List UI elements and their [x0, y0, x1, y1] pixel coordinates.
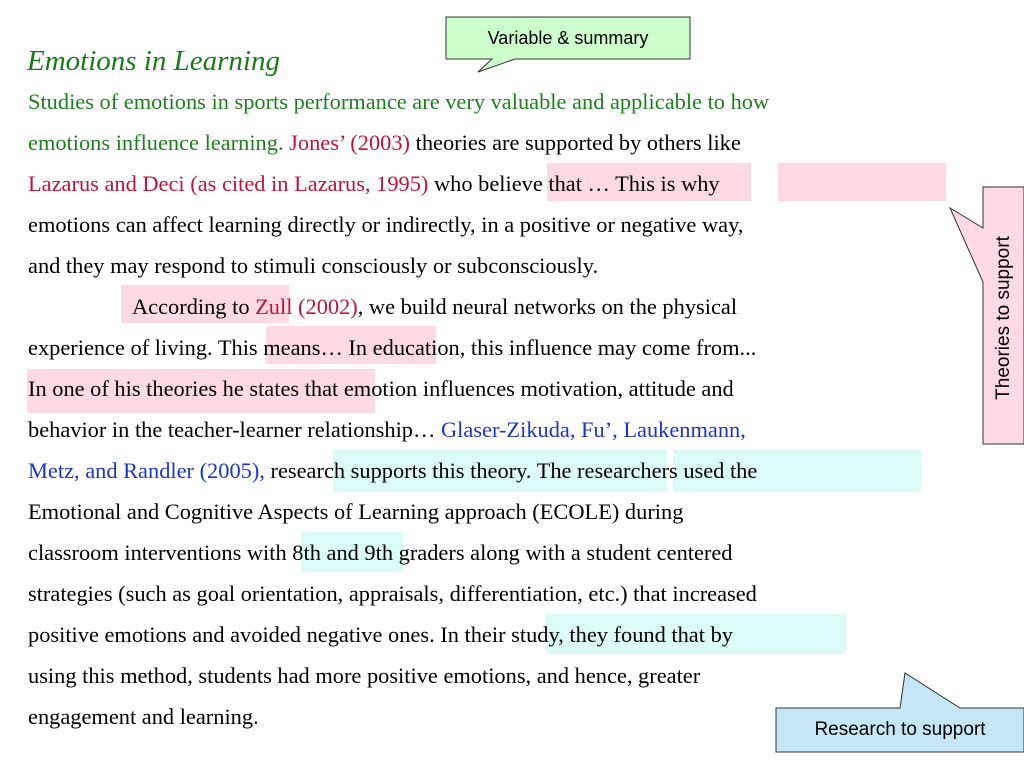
text-run: engagement and learning.: [28, 704, 259, 729]
text-line: [28, 334, 756, 362]
text-run: Zull (2002): [255, 294, 358, 319]
text-run: emotions influence learning.: [28, 130, 290, 155]
text-run: who believe that … This is why: [433, 171, 720, 196]
text-run: Studies of emotions in sports performance are very valuable and applicable to how: [28, 89, 770, 114]
text-run: In one of his theories he states that emotion influences motivation, attitude and: [28, 376, 734, 401]
text-run: strategies (such as goal orientation, appraisals, differentiation, etc.) that increased: [28, 581, 757, 606]
highlight-pink: [778, 163, 946, 201]
variable-summary-callout: Variable & summary: [487, 28, 649, 48]
text-run: experience of living. This means… In education, this influence may come from...: [28, 335, 757, 360]
text-run: theories are supported by others like: [415, 130, 741, 155]
text-run: emotions can affect learning directly or indirectly, in a positive or negative way,: [28, 212, 744, 237]
text-run: , we build neural networks on the physical: [357, 294, 738, 319]
text-line: [132, 293, 737, 321]
text-line: [28, 88, 769, 116]
text-run: behavior in the teacher-learner relationship…: [28, 417, 441, 442]
text-line: [28, 539, 733, 567]
text-run: using this method, students had more positive emotions, and hence, greater: [28, 663, 701, 688]
research-to-support-callout: Research to support: [814, 719, 986, 740]
text-run: Emotional and Cognitive Aspects of Learning approach (ECOLE) during: [28, 499, 684, 524]
text-line: [28, 416, 746, 444]
text-line: [28, 498, 683, 526]
text-line: [28, 580, 757, 608]
text-run: classroom interventions with 8th and 9th graders along with a student centered: [28, 540, 733, 565]
text-line: [28, 211, 743, 239]
text-run: and they may respond to stimuli consciously or subconsciously.: [28, 253, 599, 278]
text-line: [28, 129, 741, 157]
text-run: positive emotions and avoided negative ones. In their study, they found that by: [28, 622, 733, 647]
text-run: Metz, and Randler (2005),: [28, 458, 271, 483]
text-run: Jones’ (2003): [289, 130, 416, 155]
text-run: According to: [132, 294, 256, 319]
text-line: [28, 252, 598, 280]
page-title: Emotions in Learning: [27, 45, 280, 77]
text-line: [28, 621, 733, 649]
text-run: Glaser-Zikuda, Fu’, Laukenmann,: [440, 417, 746, 442]
text-line: [28, 662, 700, 690]
text-run: Lazarus and Deci (as cited in Lazarus, 1995): [28, 171, 434, 196]
text-run: research supports this theory. The researchers used the: [270, 458, 758, 483]
theories-to-support-callout: Theories to support: [993, 236, 1014, 400]
text-line: [28, 703, 259, 731]
text-line: [28, 375, 734, 403]
text-line: [28, 457, 757, 485]
text-line: [28, 170, 720, 198]
